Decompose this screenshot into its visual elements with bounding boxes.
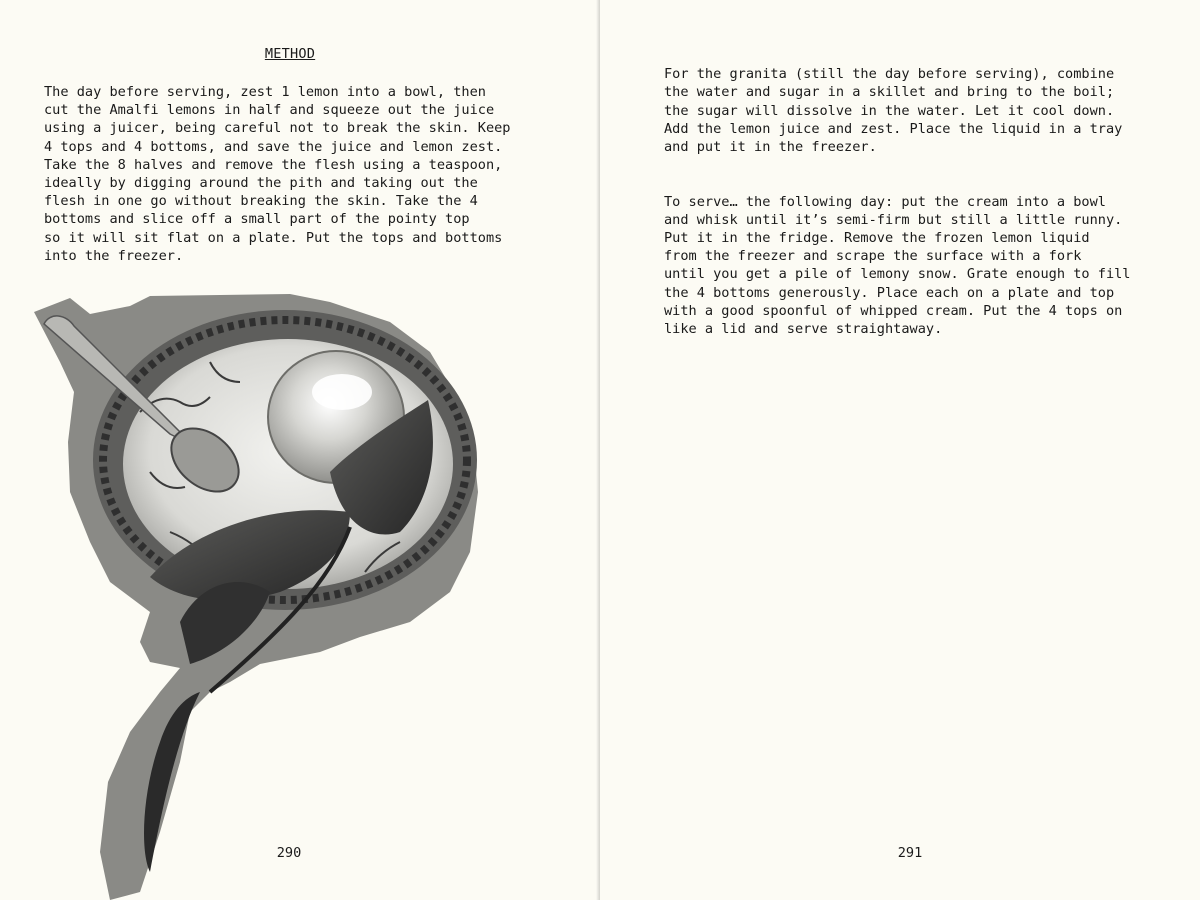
method-heading: METHOD [264, 46, 316, 62]
whipped-cream [312, 374, 372, 410]
serving-text [664, 47, 1184, 375]
lemon-dessert-photo [30, 292, 500, 900]
serve-paragraph: To serve… the following day: put the cream into a bowl and whisk until it’s semi-firm but still a little runny. Put it in the fridge. Remove the frozen lemon liquid from the freezer and scrape the surface with a fork until you get a pile of lemony snow. Grate enough to fill the 4 bottoms generously. Place each on a plate and top with a good spoonful of whipped cream. Put the 4 tops on like a lid and serve straightaway. [664, 193, 1131, 338]
page-number-left: 290 [276, 845, 302, 861]
right-page [600, 0, 1200, 900]
page-number-right: 291 [897, 845, 923, 861]
granita-paragraph: For the granita (still the day before serving), combine the water and sugar in a skillet and bring to the boil; the sugar will dissolve in the water. Let it cool down. Add the lemon juice and zest. Place the liquid in a tray and put it in the freezer. [664, 66, 1123, 156]
method-text: The day before serving, zest 1 lemon into a bowl, then cut the Amalfi lemons in half and squeeze out the juice using a juicer, being careful not to break the skin. Keep 4 tops and 4 bottoms, and save the juice and lemon zest. Take the 8 halves and remove the flesh using a teaspoon, ideally by digging around the pith and taking out the flesh in one go without breaking the skin. Take the 4 bottoms and slice off a small part of the pointy top so it will sit flat on a plate. Put the tops and bottoms into the freezer. [44, 84, 511, 264]
